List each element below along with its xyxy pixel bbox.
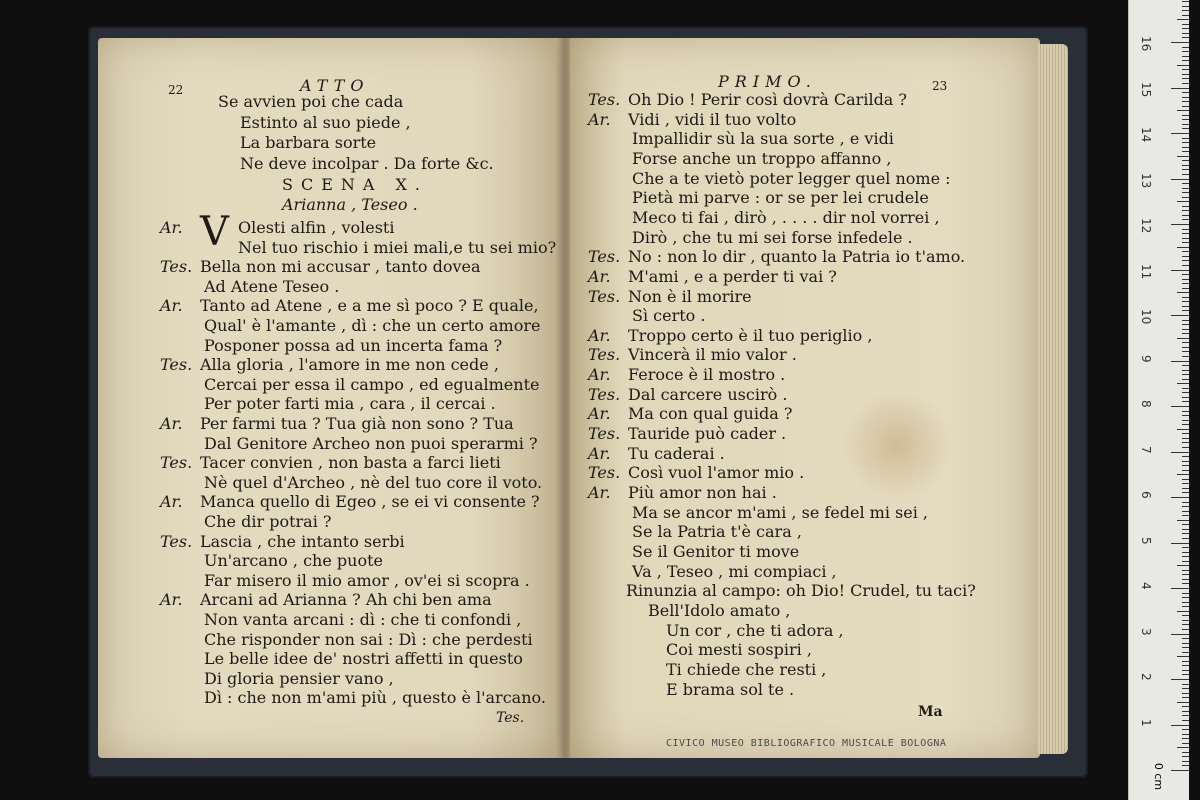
ruler-tick [1182, 479, 1189, 480]
ruler-tick [1182, 147, 1189, 148]
speaker-label: Ar. [588, 365, 611, 385]
dialogue-line: Nel tuo rischio i miei mali,e tu sei mio? [238, 237, 557, 257]
dialogue-line: Alla gloria , l'amore in me non cede , [200, 355, 499, 375]
dialogue-line: Un cor , che ti adora , [666, 620, 844, 640]
ruler-tick [1182, 715, 1189, 716]
dialogue-line: Coi mesti sospiri , [666, 640, 812, 660]
ruler-tick [1182, 511, 1189, 512]
ruler-tick [1182, 424, 1189, 425]
dialogue-line: Non è il morire [628, 286, 752, 306]
ruler-number: 11 [1139, 263, 1153, 279]
dialogue-line: Che risponder non sai : Dì : che perdesti [204, 629, 533, 649]
ruler-tick [1182, 320, 1189, 321]
ruler-tick [1182, 756, 1189, 757]
ruler-number: 9 [1139, 354, 1153, 363]
dialogue-line: Un'arcano , che puote [204, 551, 383, 571]
ruler-tick [1182, 92, 1189, 93]
ruler-tick [1182, 151, 1189, 152]
ruler-tick [1182, 652, 1189, 653]
speaker-label: Ar. [588, 483, 611, 502]
scene-heading: SCENA X. [282, 175, 428, 194]
ruler-tick [1182, 138, 1189, 139]
ruler-number: 2 [1139, 673, 1153, 681]
speaker-label: Ar. [588, 404, 611, 424]
dialogue-line: Troppo certo è il tuo periglio , [628, 325, 873, 345]
ruler-tick [1182, 556, 1189, 557]
speaker-label: Tes. [160, 355, 193, 375]
dialogue-line: Vincerà il mio valor . [628, 345, 797, 365]
ruler-number: 13 [1139, 172, 1153, 188]
ruler-tick [1182, 470, 1189, 471]
ruler-tick [1177, 474, 1189, 475]
dialogue-line: Forse anche un troppo affanno , [632, 148, 892, 168]
ruler-tick [1177, 19, 1189, 20]
ruler-number: 7 [1139, 445, 1153, 454]
ruler-tick [1182, 761, 1189, 762]
ruler-tick [1182, 515, 1189, 516]
ruler-tick [1182, 420, 1189, 421]
ruler-tick [1182, 738, 1189, 739]
ruler-tick [1182, 570, 1189, 571]
ruler-tick [1182, 283, 1189, 284]
ruler-tick [1182, 128, 1189, 129]
dialogue-line: Le belle idee de' nostri affetti in questo [204, 649, 523, 669]
ruler-tick [1182, 47, 1189, 48]
ruler-tick [1182, 483, 1189, 484]
ruler-tick [1182, 238, 1189, 239]
speaker-label: Tes. [588, 384, 621, 404]
ruler-unit-label: 0 cm [1152, 762, 1166, 791]
ruler-tick [1182, 233, 1189, 234]
ruler-tick [1182, 392, 1189, 393]
ruler-tick [1182, 442, 1189, 443]
dialogue-line: Per farmi tua ? Tua già non sono ? Tua [200, 414, 514, 433]
ruler-tick [1182, 661, 1189, 662]
ruler-tick [1182, 752, 1189, 753]
scene-cast: Arianna , Teseo . [282, 195, 418, 214]
ruler-tick [1182, 643, 1189, 644]
verse-line: Ne deve incolpar . Da forte &c. [240, 153, 494, 173]
ruler-tick [1177, 247, 1189, 248]
ruler-tick [1182, 310, 1189, 311]
ruler-tick [1177, 565, 1189, 566]
dialogue-line: Oh Dio ! Perir così dovrà Carilda ? [628, 90, 908, 109]
ruler-number: 4 [1139, 582, 1153, 590]
ruler-tick [1182, 356, 1189, 357]
ruler-tick [1182, 606, 1189, 607]
dialogue-line: Vidi , vidi il tuo volto [628, 109, 797, 129]
ruler-tick [1182, 160, 1189, 161]
dialogue-line: Manca quello di Egeo , se ei vi consente ? [200, 492, 540, 512]
speaker-label: Ar. [160, 414, 183, 433]
ruler-number: 15 [1139, 81, 1153, 97]
ruler-tick [1182, 697, 1189, 698]
ruler-tick [1177, 65, 1189, 66]
ruler-tick [1171, 543, 1189, 544]
ruler-tick [1182, 365, 1189, 366]
ruler-tick [1182, 674, 1189, 675]
ruler-tick [1182, 329, 1189, 330]
ruler-tick [1177, 338, 1189, 339]
ruler-tick [1182, 374, 1189, 375]
speaker-label: Tes. [588, 463, 621, 483]
dialogue-line: Feroce è il mostro . [628, 365, 786, 385]
dialogue-line: Va , Teseo , mi compiaci , [632, 561, 837, 581]
ruler-tick [1182, 465, 1189, 466]
dialogue-line: Così vuol l'amor mio . [628, 463, 805, 483]
ruler-tick [1182, 169, 1189, 170]
ruler-tick [1182, 115, 1189, 116]
ruler-tick [1171, 406, 1189, 407]
ruler-number: 10 [1139, 309, 1153, 325]
ruler-number: 12 [1139, 218, 1153, 234]
ruler-tick [1182, 533, 1189, 534]
ruler-tick [1177, 747, 1189, 748]
speaker-label: Ar. [160, 590, 183, 610]
ruler-tick [1182, 192, 1189, 193]
ruler-tick [1171, 42, 1189, 43]
ruler-tick [1171, 634, 1189, 635]
ruler-tick [1182, 529, 1189, 530]
ruler-tick [1182, 574, 1189, 575]
ruler-number: 1 [1139, 718, 1153, 727]
ruler-tick [1182, 379, 1189, 380]
ruler-tick [1182, 734, 1189, 735]
ruler-tick [1182, 37, 1189, 38]
ruler-tick [1182, 552, 1189, 553]
ruler-tick [1182, 538, 1189, 539]
ruler-tick [1182, 647, 1189, 648]
ruler-tick [1182, 524, 1189, 525]
ruler-tick [1171, 679, 1189, 680]
dialogue-line: Bell'Idolo amato , [648, 600, 791, 620]
ruler-tick [1182, 638, 1189, 639]
ruler-tick [1182, 561, 1189, 562]
ruler-tick [1182, 324, 1189, 325]
dialogue-line: E brama sol te . [666, 679, 795, 699]
left-running-head: ATTO [300, 76, 370, 95]
dialogue-line: Dal Genitore Archeo non puoi sperarmi ? [204, 433, 538, 453]
ruler-tick [1182, 583, 1189, 584]
ruler-tick [1182, 670, 1189, 671]
ruler-tick [1182, 256, 1189, 257]
ruler-tick [1182, 142, 1189, 143]
ruler-number: 16 [1139, 36, 1153, 52]
ruler-tick [1182, 15, 1189, 16]
left-catchword: Tes. [496, 710, 525, 726]
ruler-tick [1182, 765, 1189, 766]
dialogue-line: Rinunzia al campo: oh Dio! Crudel, tu taci? [626, 581, 976, 601]
ruler-tick [1182, 69, 1189, 70]
page-edges [1038, 44, 1068, 754]
dialogue-line: Dirò , che tu mi sei forse infedele . [632, 227, 913, 247]
ruler-tick [1182, 397, 1189, 398]
dialogue-line: Bella non mi accusar , tanto dovea [200, 257, 481, 277]
dialogue-line: Pietà mi parve : or se per lei crudele [632, 188, 929, 208]
ruler-tick [1182, 265, 1189, 266]
ruler-tick [1182, 456, 1189, 457]
ruler-tick [1177, 201, 1189, 202]
ruler-tick [1177, 429, 1189, 430]
ruler-tick [1182, 370, 1189, 371]
ruler-tick [1182, 174, 1189, 175]
ruler-tick [1182, 10, 1189, 11]
dialogue-line: Tanto ad Atene , e a me sì poco ? E quale, [200, 296, 539, 316]
ruler-tick [1171, 770, 1189, 771]
ruler-tick [1182, 197, 1189, 198]
ruler-tick [1182, 1, 1189, 2]
ruler-tick [1182, 743, 1189, 744]
dialogue-line: Ma con qual guida ? [628, 404, 793, 424]
ruler-tick [1171, 497, 1189, 498]
ruler-tick [1182, 593, 1189, 594]
speaker-label: Ar. [588, 266, 611, 286]
ruler-tick [1182, 547, 1189, 548]
dialogue-line: Se il Genitor ti move [632, 541, 800, 561]
ruler-tick [1182, 688, 1189, 689]
dialogue-line: Lascia , che intanto serbi [200, 531, 405, 551]
ruler-tick [1182, 693, 1189, 694]
speaker-label: Tes. [588, 424, 621, 444]
dialogue-line: Olesti alfin , volesti [238, 218, 395, 237]
dialogue-line: Che dir potrai ? [204, 512, 332, 531]
ruler-tick [1182, 351, 1189, 352]
ruler-tick [1177, 520, 1189, 521]
verse-line: La barbara sorte [240, 133, 377, 152]
speaker-label: Ar. [160, 296, 183, 316]
dialogue-line: Sì certo . [632, 306, 706, 326]
foxing-stain [842, 390, 952, 500]
dialogue-line: Impallidir sù la sua sorte , e vidi [632, 129, 894, 149]
ruler-tick [1182, 488, 1189, 489]
ruler-tick [1171, 452, 1189, 453]
ruler-tick [1182, 720, 1189, 721]
ruler-tick [1182, 415, 1189, 416]
ruler-tick [1182, 306, 1189, 307]
dialogue-line: Tu caderai . [628, 443, 725, 463]
dialogue-line: Ma se ancor m'ami , se fedel mi sei , [632, 502, 929, 522]
ruler-tick [1177, 292, 1189, 293]
ruler-tick [1182, 124, 1189, 125]
ruler-tick [1182, 615, 1189, 616]
ruler-tick [1182, 165, 1189, 166]
dialogue-line: Che a te vietò poter legger quel nome : [632, 168, 951, 188]
right-running-head: PRIMO. [718, 72, 817, 91]
dialogue-line: Se la Patria t'è cara , [632, 522, 802, 542]
ruler-tick [1171, 361, 1189, 362]
dialogue-line: Dì : che non m'ami più , questo è l'arcano. [204, 688, 546, 708]
dialogue-line: M'ami , e a perder ti vai ? [628, 266, 837, 286]
ruler-tick [1171, 224, 1189, 225]
ruler-tick [1182, 301, 1189, 302]
dialogue-line: Di gloria pensier vano , [204, 668, 394, 688]
ruler-tick [1182, 24, 1189, 25]
dialogue-line: Ad Atene Teseo . [204, 276, 340, 296]
speaker-label: Ar. [160, 492, 183, 512]
ruler-tick [1182, 229, 1189, 230]
ruler-tick [1182, 297, 1189, 298]
ruler-tick [1182, 729, 1189, 730]
left-page-number: 22 [168, 83, 184, 97]
drop-cap: V [200, 209, 229, 255]
ruler-tick [1182, 106, 1189, 107]
ruler-number: 6 [1139, 491, 1153, 499]
dialogue-line: Meco ti fai , dirò , . . . . dir nol vorrei , [632, 207, 940, 227]
ruler-tick [1182, 251, 1189, 252]
ruler-tick [1182, 706, 1189, 707]
dialogue-line: Per poter farti mia , cara , il cercai . [204, 394, 496, 414]
dialogue-line: Non vanta arcani : dì : che ti confondi , [204, 610, 522, 629]
ruler-tick [1182, 579, 1189, 580]
dialogue-line: Ti chiede che resti , [666, 659, 827, 679]
dialogue-line: Dal carcere uscirò . [628, 384, 788, 404]
ruler-tick [1182, 183, 1189, 184]
speaker-label: Tes. [160, 531, 193, 551]
speaker-label: Tes. [588, 345, 621, 365]
dialogue-line: Cercai per essa il campo , ed egualmente [204, 374, 540, 394]
speaker-label: Ar. [160, 218, 183, 237]
ruler-tick [1171, 270, 1189, 271]
right-page-number: 23 [932, 79, 948, 93]
dialogue-line: Posponer possa ad un incerta fama ? [204, 335, 503, 355]
ruler-number: 8 [1139, 400, 1153, 408]
ruler-tick [1177, 656, 1189, 657]
speaker-label: Tes. [588, 286, 621, 306]
ruler-tick [1182, 492, 1189, 493]
ruler-tick [1182, 624, 1189, 625]
ruler-tick [1182, 56, 1189, 57]
speaker-label: Tes. [160, 453, 193, 473]
ruler-tick [1177, 702, 1189, 703]
dialogue-line: Arcani ad Arianna ? Ah chi ben ama [200, 590, 492, 610]
speaker-label: Tes. [588, 247, 621, 267]
ruler-tick [1177, 110, 1189, 111]
ruler-tick [1182, 438, 1189, 439]
ruler-tick [1182, 597, 1189, 598]
ruler-number: 14 [1139, 127, 1153, 143]
ruler-tick [1182, 260, 1189, 261]
speaker-label: Tes. [588, 90, 621, 109]
speaker-label: Ar. [588, 109, 611, 129]
dialogue-line: Far misero il mio amor , ov'ei si scopra . [204, 570, 530, 590]
ruler-tick [1182, 74, 1189, 75]
dialogue-line: Qual' è l'amante , dì : che un certo amore [204, 316, 541, 335]
ruler-tick [1182, 665, 1189, 666]
ruler-number: 3 [1139, 627, 1153, 636]
ruler-tick [1177, 383, 1189, 384]
ruler-tick [1182, 210, 1189, 211]
speaker-label: Ar. [588, 325, 611, 345]
ruler-tick [1177, 611, 1189, 612]
ruler-tick [1171, 179, 1189, 180]
speaker-label: Tes. [160, 257, 193, 277]
verse-line: Estinto al suo piede , [240, 112, 411, 132]
ruler-tick [1182, 242, 1189, 243]
ruler-tick [1182, 684, 1189, 685]
dialogue-line: No : non lo dir , quanto la Patria io t'amo. [628, 247, 966, 267]
ruler-tick [1182, 215, 1189, 216]
ruler-tick [1182, 83, 1189, 84]
ruler-tick [1182, 342, 1189, 343]
ruler-tick [1182, 51, 1189, 52]
ruler-number: 5 [1139, 536, 1153, 545]
ruler-tick [1182, 188, 1189, 189]
ruler-tick [1171, 133, 1189, 134]
ruler-tick [1177, 156, 1189, 157]
speaker-label: Ar. [588, 443, 611, 463]
ruler-tick [1182, 411, 1189, 412]
dialogue-line: Tauride può cader . [628, 424, 787, 444]
ruler-tick [1182, 711, 1189, 712]
ruler-tick [1182, 274, 1189, 275]
ruler-tick [1182, 219, 1189, 220]
ruler-tick [1182, 502, 1189, 503]
ruler-tick [1182, 78, 1189, 79]
verse-line: Se avvien poi che cada [218, 92, 404, 111]
ruler-tick [1182, 347, 1189, 348]
dialogue-line: Più amor non hai . [628, 483, 777, 502]
ruler-tick [1182, 333, 1189, 334]
ruler-tick [1182, 119, 1189, 120]
dialogue-line: Nè quel d'Archeo , nè del tuo core il voto. [204, 472, 543, 492]
ruler-tick [1182, 388, 1189, 389]
ruler-tick [1171, 315, 1189, 316]
ruler-tick [1182, 629, 1189, 630]
ruler-tick [1171, 88, 1189, 89]
dialogue-line: Tacer convien , non basta a farci lieti [200, 453, 501, 473]
ruler-tick [1182, 206, 1189, 207]
ruler-tick [1182, 60, 1189, 61]
ruler-tick [1182, 401, 1189, 402]
ruler-tick [1182, 506, 1189, 507]
ruler-tick [1171, 588, 1189, 589]
ruler-tick [1182, 461, 1189, 462]
ruler-tick [1182, 6, 1189, 7]
ruler-tick [1182, 97, 1189, 98]
ruler-tick [1182, 279, 1189, 280]
ruler-tick [1182, 33, 1189, 34]
ruler-tick [1182, 602, 1189, 603]
ruler-tick [1182, 433, 1189, 434]
ruler-tick [1182, 447, 1189, 448]
ruler-tick [1182, 101, 1189, 102]
measurement-ruler [1128, 0, 1189, 800]
right-catchword: Ma [918, 704, 943, 720]
ruler-tick [1182, 288, 1189, 289]
ruler-tick [1171, 725, 1189, 726]
library-stamp: CIVICO MUSEO BIBLIOGRAFICO MUSICALE BOLOGNA [666, 738, 947, 749]
ruler-tick [1182, 620, 1189, 621]
ruler-tick [1182, 28, 1189, 29]
